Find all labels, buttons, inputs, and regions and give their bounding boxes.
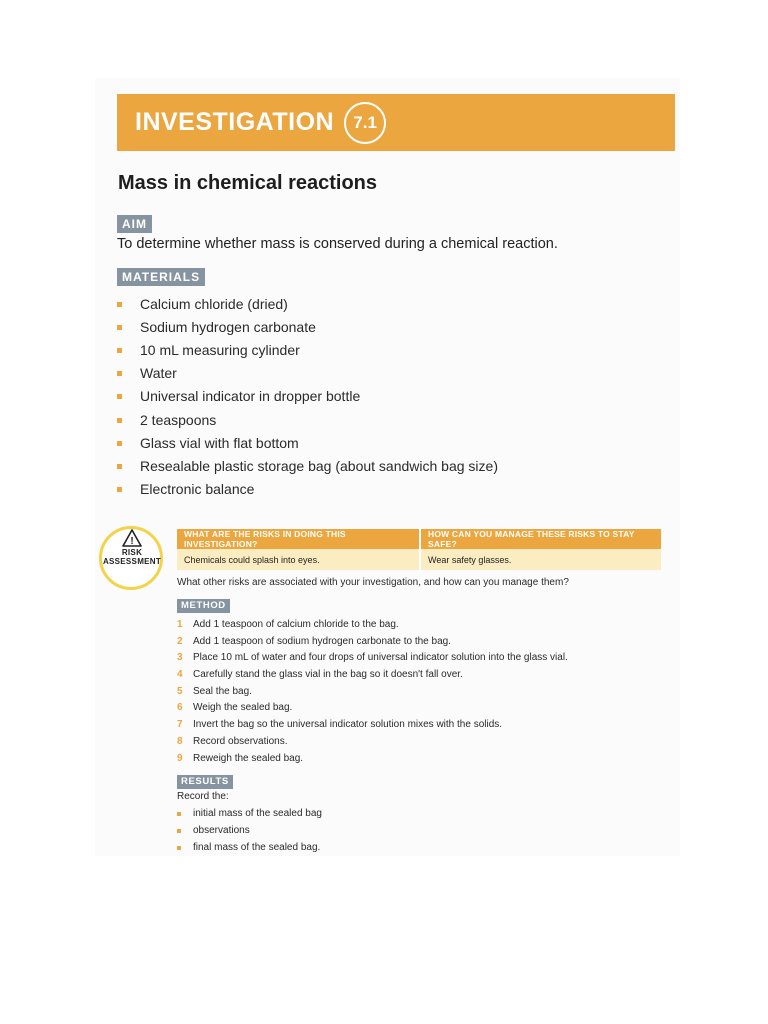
results-intro: Record the: <box>177 791 229 802</box>
risk-label: RISK <box>121 548 143 557</box>
bullet-icon <box>117 302 122 307</box>
list-item: 3 Place 10 mL of water and four drops of universal indicator solution into the glass vial. <box>177 652 568 664</box>
list-item: 4 Carefully stand the glass vial in the bag so it doesn't fall over. <box>177 669 463 681</box>
aim-text: To determine whether mass is conserved during a chemical reaction. <box>117 236 558 252</box>
bullet-icon <box>117 348 122 353</box>
list-item: 7 Invert the bag so the universal indicator solution mixes with the solids. <box>177 719 503 731</box>
bullet-icon <box>177 846 181 850</box>
risk-column-header: WHAT ARE THE RISKS IN DOING THIS INVESTIGATION? <box>177 529 420 549</box>
table-cell: Chemicals could splash into eyes. <box>177 549 420 570</box>
page-title: Mass in chemical reactions <box>118 172 378 194</box>
materials-list <box>117 293 498 501</box>
list-item: 1 Add 1 teaspoon of calcium chloride to the bag. <box>177 619 399 630</box>
list-item: Sodium hydrogen carbonate <box>117 316 498 339</box>
method-label: METHOD <box>177 599 230 613</box>
results-list <box>177 806 322 856</box>
risk-question: What other risks are associated with your investigation, and how can you manage them? <box>177 577 569 588</box>
list-item: 5 Seal the bag. <box>177 685 252 697</box>
method-steps <box>177 617 568 767</box>
list-item: final mass of the sealed bag. <box>177 839 322 856</box>
risk-table <box>177 529 661 570</box>
materials-label: MATERIALS <box>117 268 205 286</box>
list-item: 9 Reweigh the sealed bag. <box>177 752 304 764</box>
list-item: Universal indicator in dropper bottle <box>117 385 498 408</box>
bullet-icon <box>117 394 122 399</box>
bullet-icon <box>117 418 122 423</box>
warning-triangle-icon <box>122 529 142 547</box>
list-item: 8 Record observations. <box>177 735 288 747</box>
bullet-icon <box>117 441 122 446</box>
bullet-icon <box>177 812 181 816</box>
list-item: observations <box>177 823 322 840</box>
list-item: 10 mL measuring cylinder <box>117 339 498 362</box>
bullet-icon <box>117 325 122 330</box>
risk-assessment-icon <box>99 526 165 592</box>
list-item: Resealable plastic storage bag (about sandwich bag size) <box>117 455 498 478</box>
list-item: 2 Add 1 teaspoon of sodium hydrogen carbonate to the bag. <box>177 635 451 647</box>
list-item: initial mass of the sealed bag <box>177 806 322 823</box>
investigation-number-badge: 7.1 <box>344 102 386 144</box>
list-item: 6 Weigh the sealed bag. <box>177 702 293 714</box>
list-item: Water <box>117 362 498 385</box>
assessment-label: ASSESSMENT <box>102 557 162 566</box>
table-row <box>177 549 661 570</box>
bullet-icon <box>177 829 181 833</box>
list-item: Calcium chloride (dried) <box>117 293 498 316</box>
bullet-icon <box>117 371 122 376</box>
table-cell: Wear safety glasses. <box>420 549 661 570</box>
list-item: Electronic balance <box>117 478 498 501</box>
results-label: RESULTS <box>177 775 233 789</box>
list-item: Glass vial with flat bottom <box>117 432 498 455</box>
bullet-icon <box>117 464 122 469</box>
banner-title: INVESTIGATION <box>135 108 335 136</box>
manage-column-header: HOW CAN YOU MANAGE THESE RISKS TO STAY SAFE? <box>420 529 661 549</box>
list-item: 2 teaspoons <box>117 408 498 431</box>
svg-text:!: ! <box>130 536 134 547</box>
investigation-banner <box>117 94 675 151</box>
bullet-icon <box>117 487 122 492</box>
aim-label: AIM <box>117 215 152 233</box>
